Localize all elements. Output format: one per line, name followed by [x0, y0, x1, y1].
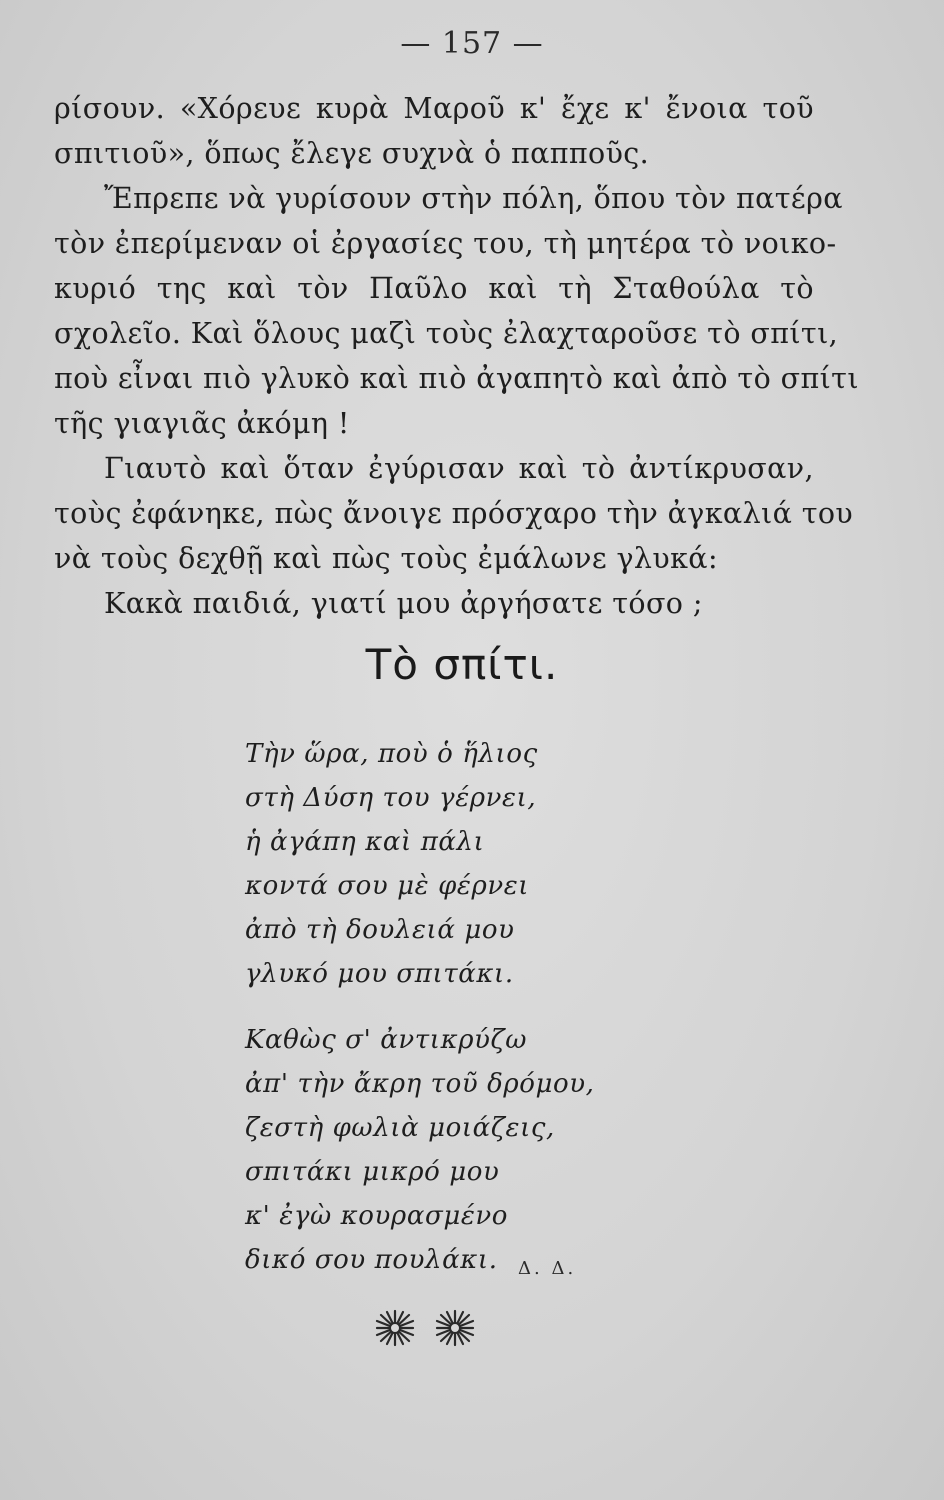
poem-verse: ἀπὸ τὴ δουλειά μου [245, 915, 515, 945]
ornament [372, 1308, 478, 1348]
poem-verse: Καθὼς σ' ἀντικρύζω [245, 1025, 527, 1055]
poem-verse: Τὴν ὥρα, ποὺ ὁ ἥλιος [245, 739, 538, 769]
prose-line: ρίσουν. «Χόρευε κυρὰ Μαρoῦ κ' ἔχε κ' ἔνοια τοῦ [54, 92, 814, 125]
poem-signature: Δ. Δ. [518, 1258, 577, 1279]
poem-title: Τὸ σπίτι. [365, 640, 559, 689]
poem-verse: δικό σου πουλάκι. [245, 1245, 498, 1275]
prose-line: ποὺ εἶναι πιὸ γλυκὸ καὶ πιὸ ἀγαπητὸ καὶ ἀπὸ τὸ σπίτι [54, 362, 859, 395]
poem-stanza [245, 732, 705, 996]
prose-line: τῆς γιαγιᾶς ἀκόμη ! [54, 407, 350, 440]
poem-verse: ἀπ' τὴν ἄκρη τοῦ δρόμου, [245, 1069, 595, 1099]
poem-verse: ζεστὴ φωλιὰ μοιάζεις, [245, 1113, 555, 1143]
prose-line: σχολεῖο. Καὶ ὅλους μαζὶ τοὺς ἐλαχταροῦσε τὸ σπίτι, [54, 317, 839, 350]
prose-line: τοὺς ἐφάνηκε, πὼς ἄνοιγε πρόσχαρο τὴν ἀγκαλιά του [54, 497, 854, 530]
prose-line: σπιτιοῦ», ὅπως ἔλεγε συχνὰ ὁ παπποῦς. [54, 137, 650, 170]
poem-verse: κοντά σου μὲ φέρνει [245, 871, 530, 901]
poem-verse: γλυκό μου σπιτάκι. [245, 959, 514, 989]
poem-verse: στὴ Δύση του γέρνει, [245, 783, 537, 813]
poem-verse: σπιτάκι μικρό μου [245, 1157, 500, 1187]
asterisk-flower-ornament-icon [372, 1308, 418, 1348]
poem-stanza [245, 1018, 705, 1282]
asterisk-flower-ornament-icon [432, 1308, 478, 1348]
prose-line: νὰ τοὺς δεχθῇ καὶ πὼς τοὺς ἐμάλωνε γλυκά: [54, 542, 718, 575]
poem-verse: ἡ ἀγάπη καὶ πάλι [245, 827, 485, 857]
poem-verse: κ' ἐγὼ κουρασμένο [245, 1201, 509, 1231]
page-number: — 157 — [400, 26, 544, 61]
prose-line: τὸν ἐπερίμεναν οἱ ἐργασίες του, τὴ μητέρα τὸ νοικο- [54, 227, 837, 260]
poem [245, 732, 705, 1304]
prose-block [54, 86, 859, 626]
prose-line: κυριό της καὶ τὸν Παῦλο καὶ τὴ Σταθούλα τὸ [54, 272, 814, 305]
prose-line: Γιαυτὸ καὶ ὅταν ἐγύρισαν καὶ τὸ ἀντίκρυσαν, [104, 452, 814, 485]
prose-line: Ἔπρεπε νὰ γυρίσουν στὴν πόλη, ὅπου τὸν πατέρα [104, 182, 843, 215]
prose-line: Κακὰ παιδιά, γιατί μου ἀργήσατε τόσο ; [104, 587, 703, 620]
